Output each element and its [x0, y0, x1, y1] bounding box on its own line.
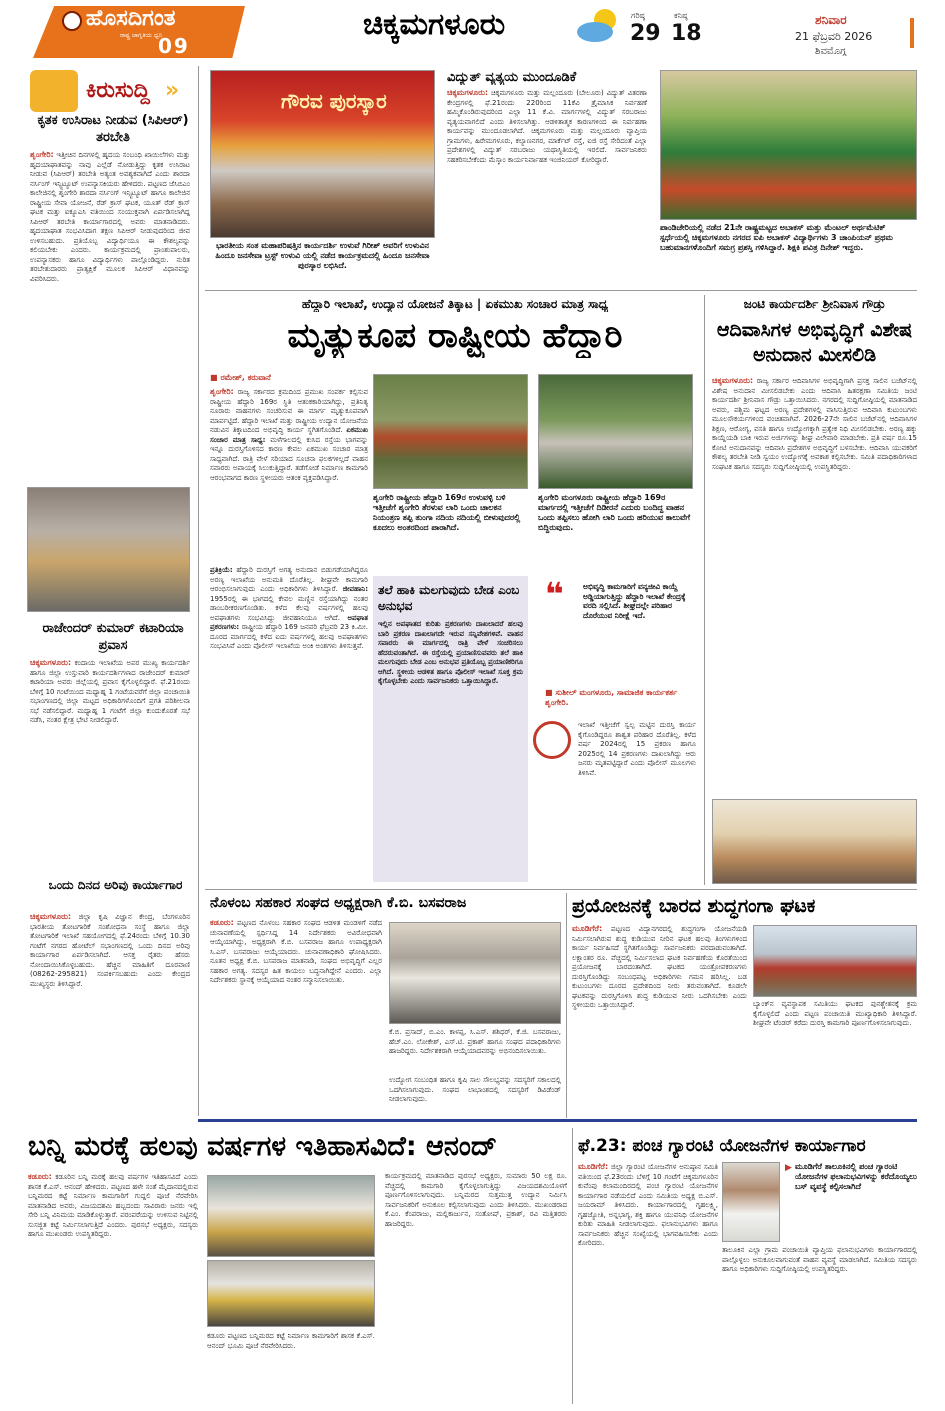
- max-temp: 29: [630, 21, 661, 46]
- story1-dateline: ಶೃಂಗೇರಿ:: [30, 150, 54, 159]
- weather-icon: [575, 4, 623, 46]
- special-story-body: ಇಲಾಖೆ ಇತ್ತೀಚೆಗೆ ಸ್ವಲ್ಪ ಮಟ್ಟಿನ ದುರಸ್ತಿ ಕಾರ್ಯ ಕೈಗೊಂಡಿದ್ದರೂ ಶಾಶ್ವತ ಪರಿಹಾರ ದೊರೆತಿಲ್ಲ. ಕಳೆದ ವರ್ಷ 2024ರಲ್ಲಿ 15 ಪ್ರಕರಣ ಹಾಗೂ 2025ರಲ್ಲಿ 14 ಪ್ರಕರಣಗಳು ದಾಖಲಾಗಿದ್ದು ಆರು ಜನರು ಮೃತಪಟ್ಟಿದ್ದಾರೆ ಎಂದು ಪೊಲೀಸ್ ಮೂಲಗಳು ತಿಳಿಸಿವೆ.: [578, 721, 696, 777]
- issue-date: 21 ಫೆಬ್ರವರಿ 2026: [795, 30, 873, 43]
- chevron-right-icon: »: [165, 78, 180, 103]
- award-banner-text: ಗೌರವ ಪುರಸ್ಕಾರ: [281, 89, 387, 113]
- guarantee-headline: ಫೆ.23: ಪಂಚ ಗ್ಯಾರಂಟಿ ಯೋಜನೆಗಳ ಕಾರ್ಯಾಗಾರ: [578, 1136, 866, 1156]
- highway-text: ರಾಜ್ಯ ಸರ್ಕಾರದ ಕ್ರಮದಿಂದ ಪ್ರಮುಖ ಸಂಪರ್ಕ ಕಲ್ಪಿಸುವ ರಾಷ್ಟ್ರೀಯ ಹೆದ್ದಾರಿ 169ರ ಸ್ಥಿತಿ ಆತಂಕಕಾರಿಯಾಗಿದ್ದು, ಪ್ರತಿನಿತ್ಯ ನೂರಾರು ವಾಹನಗಳು ಸಂಚರಿಸುವ ಈ ಮಾರ್ಗ ಮೃತ್ಯುಕೂಪವಾಗಿ ಮಾರ್ಪಟ್ಟಿದೆ. ಹೆದ್ದಾರಿ ಇಲಾಖೆ ಮತ್ತು ರಾಷ್ಟ್ರೀಯ ಉದ್ಯಾನ ಯೋಜನೆಯ ನಡುವಿನ ತಿಕ್ಕಾಟದಿಂದ ಅಭಿವೃದ್ಧಿ ಕಾರ್ಯ ಸ್ಥಗಿತಗೊಂಡಿದೆ.: [210, 388, 368, 434]
- banni-caption: ಕಡೂರು ಪಟ್ಟಣದ ಬನ್ನಿಮರದ ಕಟ್ಟೆ ನಿರ್ಮಾಣ ಕಾಮಗಾರಿಗೆ ಶಾಸಕ ಕೆ.ಎಸ್. ಆನಂದ್ ಭೂಮಿ ಪೂಜೆ ನೆರವೇರಿಸಿದರು.: [207, 1332, 375, 1350]
- story2-headline: ರಾಜೇಂದರ್ ಕುಮಾರ್ ಕಟಾರಿಯಾ ಪ್ರವಾಸ: [42, 621, 184, 653]
- guarantee-body: [578, 1162, 718, 1404]
- highway-body-col1b: [210, 566, 368, 881]
- city-title: ಚಿಕ್ಕಮಗಳೂರು: [363, 7, 506, 42]
- story2-text: ಕಂದಾಯ ಇಲಾಖೆಯ ಅಪರ ಮುಖ್ಯ ಕಾರ್ಯದರ್ಶಿ ಹಾಗೂ ಜಿಲ್ಲಾ ಉಸ್ತುವಾರಿ ಕಾರ್ಯದರ್ಶಿಗಳಾದ ರಾಜೇಂದರ್ ಕುಮಾರ್ ಕಟಾರಿಯಾ ಅವರು ಜಿಲ್ಲೆಯಲ್ಲಿ ಪ್ರವಾಸ ಕೈಗೊಳ್ಳಲಿದ್ದಾರೆ. ಫೆ.21ರಂದು ಬೆಳಿಗ್ಗೆ 10 ಗಂಟೆಯಿಂದ ಮಧ್ಯಾಹ್ನ 1 ಗಂಟೆಯವರೆಗೆ ಜಿಲ್ಲಾ ಪಂಚಾಯಿತಿ ಸಭಾಂಗಣದಲ್ಲಿ ಜಿಲ್ಲಾ ಮಟ್ಟದ ಅಧಿಕಾರಿಗಳೊಂದಿಗೆ ಪ್ರಗತಿ ಪರಿಶೀಲನಾ ಸಭೆ ನಡೆಸಲಿದ್ದಾರೆ. ಮಧ್ಯಾಹ್ನ 1 ಗಂಟೆಗೆ ಜಿಲ್ಲಾ ಕುಂದುಕೊರತೆ ಸಭೆ ನಡೆಸಿ, ನಂತರ ಕ್ಷೇತ್ರ ಭೇಟಿ ನೀಡಲಿದ್ದಾರೆ.: [30, 659, 190, 724]
- highway-divider: [704, 295, 705, 885]
- electric-text: ಚಿಕ್ಕಮಗಳೂರು ಮತ್ತು ಮಲ್ಲಂದೂರು (ಬೇಲೂರು) ವಿದ್ಯುತ್ ವಿತರಣಾ ಕೇಂದ್ರಗಳಲ್ಲಿ ಫೆ.21ರಂದು 220ರಿಂದ 11ಕೆವಿ ತ್ರೈಮಾಸಿಕ ನಿರ್ವಹಣೆ ಹಮ್ಮಿಕೊಂಡಿರುವುದರಿಂದ ಎಲ್ಲಾ 11 ಕೆ.ವಿ. ಮಾರ್ಗಗಳಲ್ಲಿ ವಿದ್ಯುತ್ ಸರಬರಾಜು ವ್ಯತ್ಯಯವಾಗಲಿದೆ ಎಂದು ತಿಳಿಸಲಾಗಿತ್ತು. ಆಡಳಿತಾತ್ಮಕ ಕಾರಣಗಳಿಂದ ಈ ನಿರ್ವಹಣಾ ಕಾರ್ಯವನ್ನು ಮುಂದೂಡಲಾಗಿದೆ. ಚಿಕ್ಕಮಗಳೂರು ಮತ್ತು ಮಲ್ಲಂದೂರು ವ್ಯಾಪ್ತಿಯ ಗ್ರಾಮಗಳು, ಹಿರೇಮಗಳೂರು, ಕಲ್ಯಾಣನಗರ, ಮಾರ್ಕೆಟ್ ರಸ್ತೆ, ಐಜಿ ರಸ್ತೆ ಸೇರಿದಂತೆ ಎಲ್ಲಾ ಪ್ರದೇಶಗಳಲ್ಲಿ ವಿದ್ಯುತ್ ಸರಬರಾಜು ಯಥಾಸ್ಥಿತಿಯಲ್ಲಿ ಇರಲಿದೆ. ಸಾರ್ವಜನಿಕರು ಸಹಕರಿಸಬೇಕೆಂದು ಮೆಸ್ಕಾಂ ಕಾರ್ಯನಿರ್ವಾಹಕ ಇಂಜಿನಿಯರ್ ಕೋರಿದ್ದಾರೆ.: [447, 89, 647, 164]
- highway-headline: ಮೃತ್ಯುಕೂಪ ರಾಷ್ಟ್ರೀಯ ಹೆದ್ದಾರಿ: [287, 316, 623, 356]
- banni-headline: ಬನ್ನಿ ಮರಕ್ಕೆ ಹಲವು ವರ್ಷಗಳ ಇತಿಹಾಸವಿದೆ: ಆನಂದ್: [28, 1131, 498, 1162]
- lorry-accident-photo-1: [373, 374, 528, 489]
- nolamba-dateline: ಕಡೂರು:: [210, 918, 234, 927]
- max-temp-label: ಗರಿಷ್ಠ: [631, 11, 645, 20]
- top-row-divider: [205, 290, 917, 291]
- banni-text: ಕಡೂರಿನ ಬನ್ನಿ ಮರಕ್ಕೆ ಹಲವು ವರ್ಷಗಳ ಇತಿಹಾಸವಿದೆ ಎಂದು ಶಾಸಕ ಕೆ.ಎಸ್. ಆನಂದ್ ಹೇಳಿದರು. ಪಟ್ಟಣದ ಹಳೇ ಸಂತೆ ಮೈದಾನದಲ್ಲಿರುವ ಬನ್ನಿಮರದ ಕಟ್ಟೆ ನಿರ್ಮಾಣ ಕಾಮಗಾರಿಗೆ ಗುದ್ದಲಿ ಪೂಜೆ ನೆರವೇರಿಸಿ ಮಾತನಾಡಿದ ಅವರು, ವಿಜಯದಶಮಿ ಹಬ್ಬದಂದು ಸಾವಿರಾರು ಜನರು ಇಲ್ಲಿ ಸೇರಿ ಬನ್ನಿ ವಿನಿಮಯ ಮಾಡಿಕೊಳ್ಳುತ್ತಾರೆ. ಪರಂಪರೆಯನ್ನು ಉಳಿಸುವ ನಿಟ್ಟಿನಲ್ಲಿ ಸುಸಜ್ಜಿತ ಕಟ್ಟೆ ನಿರ್ಮಿಸಲಾಗುತ್ತಿದೆ ಎಂದರು. ಪುರಸಭೆ ಅಧ್ಯಕ್ಷರು, ಸದಸ್ಯರು ಹಾಗೂ ಮುಖಂಡರು ಉಪಸ್ಥಿತರಿದ್ದರು.: [28, 1173, 198, 1238]
- highway-kicker: ಹೆದ್ದಾರಿ ಇಲಾಖೆ, ಉದ್ಯಾನ ಯೋಜನೆ ತಿಕ್ಕಾಟ | ಏಕಮುಖ ಸಂಚಾರ ಮಾತ್ರ ಸಾಧ್ಯ: [301, 297, 609, 311]
- experience-headline: ತಲೆ ಹಾಕಿ ಮಲಗುವುದು ಬೇಡ ಎಂಬ ಅನುಭವ: [378, 583, 520, 613]
- highway-byline: [210, 373, 271, 383]
- electric-body: [447, 88, 647, 284]
- tribal-dateline: ಚಿಕ್ಕಮಗಳೂರು:: [712, 376, 754, 385]
- experience-body: ಇಲ್ಲಿನ ಅಪಘಾತದ ಕುರಿತು ಪ್ರಕರಣಗಳು ದಾಖಲಾದರೆ ಹಲವು ಬಾರಿ ಪ್ರಕರಣ ದಾಖಲಾಗದೇ ಇರುವ ಸನ್ನಿವೇಶಗಳಿವೆ. ವಾಹನ ಸವಾರರು ಈ ಮಾರ್ಗದಲ್ಲಿ ರಾತ್ರಿ ವೇಳೆ ಸಂಚರಿಸಲು ಹೆದರುವಂತಾಗಿದೆ. ಈ ರಸ್ತೆಯಲ್ಲಿ ಪ್ರಯಾಣಿಸುವವರು ತಲೆ ಹಾಕಿ ಮಲಗುವುದು ಬೇಡ ಎಂಬ ಅನುಭವ ಪ್ರತಿಯೊಬ್ಬ ಪ್ರಯಾಣಿಕರಿಗೂ ಆಗಿದೆ. ಸ್ಥಳೀಯ ಆಡಳಿತ ಹಾಗೂ ಪೊಲೀಸ್ ಇಲಾಖೆ ಸೂಕ್ತ ಕ್ರಮ ಕೈಗೊಳ್ಳಬೇಕು ಎಂದು ಸಾರ್ವಜನಿಕರು ಒತ್ತಾಯಿಸಿದ್ದಾರೆ.: [378, 620, 523, 685]
- story3-headline: ಒಂದು ದಿನದ ಅರಿವು ಕಾರ್ಯಾಗಾರ: [48, 878, 183, 892]
- lamp-icon: [62, 11, 82, 31]
- pull-marker-icon: ▶: [785, 1163, 792, 1173]
- nolamba-caption: ಕೆ.ಬಿ. ಪ್ರಸಾದ್, ಬಿ.ಎಂ. ಕಾಳಪ್ಪ, ಸಿ.ಎಸ್. ಶಶಿಧರ್, ಕೆ.ಜಿ. ಬಸವರಾಜು, ಹೆಚ್.ಎಂ. ಲೋಕೇಶ್, ಎಸ್.ಟಿ. ಪ್ರಕಾಶ್ ಹಾಗೂ ಸಂಘದ ಪದಾಧಿಕಾರಿಗಳು ಹಾಜರಿದ್ದರು. ನಿರ್ದೇಶಕರಾಗಿ ಆಯ್ಕೆಯಾದವರನ್ನು ಅಭಿನಂದಿಸಲಾಯಿತು.: [389, 1028, 561, 1055]
- tribal-kicker: ಜಂಟಿ ಕಾರ್ಯದರ್ಶಿ ಶ್ರೀನಿವಾಸ ಗೌಡ್ರು: [743, 297, 886, 311]
- highway-text3: ಹೆದ್ದಾರಿ ದುರಸ್ತಿಗೆ ಅಗತ್ಯ ಅನುದಾನ ಬಿಡುಗಡೆಯಾಗಿದ್ದರೂ ಅರಣ್ಯ ಇಲಾಖೆಯ ಅನುಮತಿ ದೊರೆತಿಲ್ಲ. ಶೀಘ್ರವೇ ಕಾಮಗಾರಿ ಆರಂಭಿಸಲಾಗುವುದು ಎಂದು ಅಧಿಕಾರಿಗಳು ತಿಳಿಸಿದ್ದಾರೆ.: [210, 566, 368, 593]
- nolamba-text: ಪಟ್ಟಣದ ನೊಳಂಬ ಸಹಕಾರ ಸಂಘದ ಆಡಳಿತ ಮಂಡಳಿಗೆ ನಡೆದ ಚುನಾವಣೆಯಲ್ಲಿ ಸ್ಪರ್ಧಿಸಿದ್ದ 14 ನಿರ್ದೇಶಕರು ಅವಿರೋಧವಾಗಿ ಆಯ್ಕೆಯಾಗಿದ್ದು, ಅಧ್ಯಕ್ಷರಾಗಿ ಕೆ.ಬಿ. ಬಸವರಾಜ ಹಾಗೂ ಉಪಾಧ್ಯಕ್ಷರಾಗಿ ಸಿ.ಎಸ್. ಬಸವರಾಜು ಆಯ್ಕೆಯಾದರು. ಚುನಾವಣಾಧಿಕಾರಿ ಘೋಷಿಸಿದರು. ನೂತನ ಅಧ್ಯಕ್ಷ ಕೆ.ಬಿ. ಬಸವರಾಜ ಮಾತನಾಡಿ, ಸಂಘದ ಅಭಿವೃದ್ಧಿಗೆ ಎಲ್ಲರ ಸಹಕಾರ ಅಗತ್ಯ. ಸದಸ್ಯರ ಹಿತ ಕಾಯಲು ಬದ್ಧನಾಗಿದ್ದೇನೆ ಎಂದರು. ಎಲ್ಲಾ ನಿರ್ದೇಶಕರು ಸ್ಥಾನಕ್ಕೆ ಆಯ್ಕೆಯಾದ ನಂತರ ಸನ್ಮಾನಿಸಲಾಯಿತು.: [210, 919, 382, 984]
- story1-text: ಇತ್ತೀಚಿನ ದಿನಗಳಲ್ಲಿ ಹೃದಯ ಸಂಬಂಧಿ ಖಾಯಿಲೆಗಳು ಮತ್ತು ಹೃದಯಾಘಾತವನ್ನು ನಾವು ಎಲ್ಲೆಡೆ ನೋಡುತ್ತಿದ್ದು ಕೃತಕ ಉಸಿರಾಟ ನೀಡುವ (ಸಿಪಿಆರ್) ತರಬೇತಿ ಅತ್ಯಂತ ಅವಶ್ಯಕವಾಗಿದೆ ಎಂದು ಶಾರದಾ ನರ್ಸಿಂಗ್ ಇನ್ಸ್ಟಿಟ್ಯೂಟ್ ಉಪನ್ಯಾಸಕಿಯರು ಹೇಳಿದರು. ಪಟ್ಟಣದ ಜೆಸಿಬಿಎಂ ಕಾಲೇಜಿನಲ್ಲಿ ಶೃಂಗೇರಿ ಶಾರದಾ ನರ್ಸಿಂಗ್ ಇನ್ಸ್ಟಿಟ್ಯೂಟ್ ಹಾಗೂ ಕಾಲೇಜಿನ ರಾಷ್ಟ್ರೀಯ ಸೇವಾ ಯೋಜನೆ, ರೆಡ್ ಕ್ರಾಸ್ ಘಟಕ, ಯೂತ್ ರೆಡ್ ಕ್ರಾಸ್ ಘಟಕ ಮತ್ತು ಐಕ್ಯೂಎಸಿ ವತಿಯಿಂದ ಸಂಯುಕ್ತವಾಗಿ ಏರ್ಪಡಿಸಲಾಗಿದ್ದ ಸಿಪಿಆರ್ ತರಬೇತಿ ಕಾರ್ಯಾಗಾರದಲ್ಲಿ ಅವರು ಮಾತನಾಡಿದರು. ಹೃದಯಾಘಾತ ಸಂಭವಿಸಿದಾಗ ತಕ್ಷಣ ಸಿಪಿಆರ್ ನೀಡುವುದರಿಂದ ಜೀವ ಉಳಿಸಬಹುದು. ಪ್ರತಿಯೊಬ್ಬ ವಿದ್ಯಾರ್ಥಿಯೂ ಈ ಕೌಶಲ್ಯವನ್ನು ಕಲಿಯಬೇಕು ಎಂದರು. ಕಾರ್ಯಕ್ರಮದಲ್ಲಿ ಪ್ರಾಂಶುಪಾಲರು, ಉಪನ್ಯಾಸಕರು ಹಾಗೂ ವಿದ್ಯಾರ್ಥಿಗಳು ಪಾಲ್ಗೊಂಡಿದ್ದರು. ನುರಿತ ತರಬೇತುದಾರರು ಪ್ರಾತ್ಯಕ್ಷಿಕೆ ಮೂಲಕ ಸಿಪಿಆರ್ ವಿಧಾನವನ್ನು ವಿವರಿಸಿದರು.: [30, 151, 190, 283]
- nolamba-body2: ಉದ್ಯೋಗ ಸಂಬಂಧಿತ ಹಾಗೂ ಕೃಷಿ ಸಾಲ ಸೌಲಭ್ಯವನ್ನು ಸದಸ್ಯರಿಗೆ ಸಕಾಲದಲ್ಲಿ ಒದಗಿಸಲಾಗುವುದು. ಸಂಘದ ಲಾಭಾಂಶದಲ್ಲಿ ಸದಸ್ಯರಿಗೆ ಡಿವಿಡೆಂಡ್ ನೀಡಲಾಗುವುದು.: [389, 1076, 561, 1103]
- masthead-tagline: ರಾಷ್ಟ್ರ ಜಾಗೃತಿಯ ಧ್ವನಿ: [120, 32, 163, 39]
- lorry-photo-1-caption: ಶೃಂಗೇರಿ ರಾಷ್ಟ್ರೀಯ ಹೆದ್ದಾರಿ 169ರ ಉಳುವಳ್ಳಿ ಬಳಿ ಇತ್ತೀಚೆಗೆ ಶೃಂಗೇರಿ ತೆರಳುವ ಲಾರಿ ಒಂದು ಚಾಲಕನ ನಿಯಂತ್ರಣ ತಪ್ಪಿ ತುಂಗಾ ನದಿಯ ನದಿಯಲ್ಲಿ ಬೀಳುವುದರಲ್ಲಿ ಕೂದಲು ಅಂತರದಿಂದ ಪಾರಾಗಿದೆ.: [373, 493, 521, 532]
- electric-dateline: ಚಿಕ್ಕಮಗಳೂರು:: [447, 88, 489, 97]
- banni-dateline: ಕಡೂರು:: [28, 1172, 52, 1181]
- highway-sub4: ಅಪಘಾತ ಪ್ರಕರಣಗಳು:: [210, 613, 368, 631]
- shuddha-dateline: ಮೂಡಿಗೆರೆ:: [572, 924, 603, 933]
- highway-text2: ಮಳೆಗಾಲದಲ್ಲಿ ಕುಸಿದ ರಸ್ತೆಯ ಭಾಗವನ್ನು ಇನ್ನೂ ದುರಸ್ತಿಗೊಳಿಸದ ಕಾರಣ ಕೇವಲ ಏಕಮುಖ ಸಂಚಾರ ಮಾತ್ರ ಸಾಧ್ಯವಾಗಿದೆ. ರಾತ್ರಿ ವೇಳೆ ಸರಿಯಾದ ಸೂಚನಾ ಫಲಕಗಳಿಲ್ಲದೆ ವಾಹನ ಸವಾರರು ಅಪಾಯಕ್ಕೆ ಸಿಲುಕುತ್ತಿದ್ದಾರೆ. ತಡೆಗೋಡೆ ನಿರ್ಮಾಣ ಕಾಮಗಾರಿ ಆರಂಭವಾಗದ ಕಾರಣ ಸ್ಥಳೀಯರು ಆತಂಕ ವ್ಯಕ್ತಪಡಿಸಿದ್ದಾರೆ.: [210, 435, 368, 482]
- story3-body: [30, 912, 190, 1110]
- highway-sub1: ಏಕಮುಖ ಸಂಚಾರ ಮಾತ್ರ ಸಾಧ್ಯ:: [210, 426, 368, 444]
- jayaram-portrait: [722, 1162, 780, 1242]
- award-photo: [210, 70, 435, 238]
- highway-byline-text: ರಮೇಶ್, ಕರುವಾನೆ: [220, 373, 271, 382]
- highway-sub3: ಜೀವಹಾನಿ:: [342, 585, 368, 593]
- shuddha-body3: ಬ್ಯಾಂಕ್‌ನ ವ್ಯವಸ್ಥಾಪಕ ಸಮಿತಿಯು ಘಟಕದ ಪುನಶ್ಚೇತನಕ್ಕೆ ಕ್ರಮ ಕೈಗೊಳ್ಳಲಿದೆ ಎಂದು ಪಟ್ಟಣ ಪಂಚಾಯಿತಿ ಮುಖ್ಯಾಧಿಕಾರಿ ತಿಳಿಸಿದ್ದಾರೆ. ಶೀಘ್ರವೇ ಟೆಂಡರ್ ಕರೆದು ದುರಸ್ತಿ ಕಾಮಗಾರಿ ಪೂರ್ಣಗೊಳಿಸಲಾಗುವುದು.: [753, 1000, 917, 1027]
- cpr-training-photo: [27, 487, 190, 612]
- highway-text5: ರಾಷ್ಟ್ರೀಯ ಹೆದ್ದಾರಿ 169 ಜನವರಿ ಫೆಬ್ರವರಿ 23 ಕಿ.ಮೀ. ದೂರದ ಮಾರ್ಗದಲ್ಲಿ ಕಳೆದ ಐದು ವರ್ಷಗಳಲ್ಲಿ ಹಲವು ಅಪಘಾತಗಳು ಸಂಭವಿಸಿವೆ ಎಂದು ಪೊಲೀಸ್ ಇಲಾಖೆಯ ಅಂಕಿ ಅಂಶಗಳು ತಿಳಿಸುತ್ತವೆ.: [210, 623, 368, 650]
- lorry-photo-2-caption: ಶೃಂಗೇರಿ ಮಂಗಳೂರು ರಾಷ್ಟ್ರೀಯ ಹೆದ್ದಾರಿ 169ರ ಮಾರ್ಗದಲ್ಲಿ ಇತ್ತೀಚೆಗೆ ದಿಡೀರನೆ ಎದುರು ಬಂದಿದ್ದ ವಾಹನ ಒಂದು ತಪ್ಪಿಸಲು ಹೋಗಿ ಲಾರಿ ಒಂದು ಹರಿಯುವ ಕಾಲುವೆಗೆ ಬಿದ್ದಿರುವುದು.: [538, 493, 691, 532]
- tribal-pressmeet-photo: [712, 799, 917, 884]
- nolamba-body: [210, 918, 382, 1118]
- story3-text: ಜಿಲ್ಲಾ ಕೃಷಿ ವಿಜ್ಞಾನ ಕೇಂದ್ರ, ಬೆಂಗಳೂರಿನ ಭಾರತೀಯ ತೋಟಗಾರಿಕೆ ಸಂಶೋಧನಾ ಸಂಸ್ಥೆ ಹಾಗೂ ಜಿಲ್ಲಾ ತೋಟಗಾರಿಕೆ ಇಲಾಖೆ ಸಹಯೋಗದಲ್ಲಿ ಫೆ.24ರಂದು ಬೆಳಿಗ್ಗೆ 10.30 ಗಂಟೆಗೆ ನಗರದ ಹೋಟೆಲ್ ಸಭಾಂಗಣದಲ್ಲಿ ಒಂದು ದಿನದ ಅರಿವು ಕಾರ್ಯಾಗಾರ ಏರ್ಪಡಿಸಲಾಗಿದೆ. ಆಸಕ್ತ ರೈತರು ಹೆಸರು ನೋಂದಾಯಿಸಿಕೊಳ್ಳಬಹುದು. ಹೆಚ್ಚಿನ ಮಾಹಿತಿಗೆ ದೂರವಾಣಿ (08262-295821) ಸಂಪರ್ಕಿಸಬಹುದು ಎಂದು ಕೇಂದ್ರದ ಮುಖ್ಯಸ್ಥರು ತಿಳಿಸಿದ್ದಾರೆ.: [30, 913, 190, 988]
- guarantee-text: ಜಿಲ್ಲಾ ಗ್ಯಾರಂಟಿ ಯೋಜನೆಗಳ ಅನುಷ್ಠಾನ ಸಮಿತಿ ವತಿಯಿಂದ ಫೆ.23ರಂದು ಬೆಳಿಗ್ಗೆ 10 ಗಂಟೆಗೆ ಚಿಕ್ಕಮಗಳೂರಿನ ಕುವೆಂಪು ಕಲಾಮಂದಿರದಲ್ಲಿ ಪಂಚ ಗ್ಯಾರಂಟಿ ಯೋಜನೆಗಳ ಕಾರ್ಯಾಗಾರ ನಡೆಯಲಿದೆ ಎಂದು ಸಮಿತಿಯ ಅಧ್ಯಕ್ಷ ಬಿ.ಎಸ್. ಜಯರಾಮ್ ತಿಳಿಸಿದರು. ಕಾರ್ಯಾಗಾರದಲ್ಲಿ ಗೃಹಲಕ್ಷ್ಮಿ, ಗೃಹಜ್ಯೋತಿ, ಅನ್ನಭಾಗ್ಯ, ಶಕ್ತಿ ಹಾಗೂ ಯುವನಿಧಿ ಯೋಜನೆಗಳ ಕುರಿತು ಮಾಹಿತಿ ನೀಡಲಾಗುವುದು. ಫಲಾನುಭವಿಗಳು ಹಾಗೂ ಸಾರ್ವಜನಿಕರು ಹೆಚ್ಚಿನ ಸಂಖ್ಯೆಯಲ್ಲಿ ಭಾಗವಹಿಸಬೇಕು ಎಂದು ಕೋರಿದರು.: [578, 1163, 718, 1247]
- nolamba-divider: [566, 893, 567, 1118]
- highway-body-col1: [210, 387, 368, 563]
- quote-text: ಅಭಿವೃದ್ಧಿ ಕಾಮಗಾರಿಗೆ ವನ್ಯಜೀವಿ ಕಾಯ್ದೆ ಅಡ್ಡಿಯಾಗುತ್ತಿದ್ದು ಹೆದ್ದಾರಿ ಇಲಾಖೆ ಕೇಂದ್ರಕ್ಕೆ ವರದಿ ಸಲ್ಲಿಸಿದೆ. ಶೀಘ್ರದಲ್ಲೇ ಪರಿಹಾರ ದೊರೆಯುವ ನಿರೀಕ್ಷೆ ಇದೆ.: [583, 582, 686, 620]
- banni-body: [28, 1172, 198, 1404]
- story2-dateline: ಚಿಕ್ಕಮಗಳೂರು:: [30, 658, 72, 667]
- lorry-accident-photo-2: [538, 374, 693, 489]
- banni-puja-photo-2: [207, 1260, 375, 1327]
- abacus-caption: ಪಾಂಡಿಚೇರಿಯಲ್ಲಿ ನಡೆದ 21ನೇ ರಾಷ್ಟ್ರಮಟ್ಟದ ಅಬಾಕಸ್ ಮತ್ತು ಮೆಂಟಲ್ ಅರ್ಥಮೆಟಿಕ್ ಸ್ಪರ್ಧೆಯಲ್ಲಿ ಚಿಕ್ಕಮಗಳೂರು ನಗರದ ಐಪಿ ಅಬಾಕಸ್ ವಿದ್ಯಾರ್ಥಿಗಳು 3 ಚಾಂಪಿಯನ್ ಪ್ರಥಮ ಬಹುಮಾನಗಳೊಂದಿಗೆ ಸಮಗ್ರ ಪ್ರಶಸ್ತಿ ಗಳಿಸಿದ್ದಾರೆ. ಶಿಕ್ಷಕಿ ಪವಿತ್ರ ದಿನೇಶ್ ಇದ್ದರು.: [660, 223, 893, 252]
- masthead-logo[interactable]: ಹೊಸದಿಗಂತ: [86, 6, 176, 31]
- tribal-headline: ಆದಿವಾಸಿಗಳ ಅಭಿವೃದ್ಧಿಗೆ ವಿಶೇಷ ಅನುದಾನ ಮೀಸಲಿಡಿ: [716, 319, 913, 366]
- highway-text4: 1955ರಲ್ಲಿ ಈ ಭಾಗದಲ್ಲಿ ಕೇವಲ ಮಣ್ಣಿನ ರಸ್ತೆಯಾಗಿದ್ದು ನಂತರ ಡಾಂಬರೀಕರಣಗೊಂಡಿತು. ಕಳೆದ ಕೆಲವು ವರ್ಷಗಳಲ್ಲಿ ಹಲವು ಅಪಘಾತಗಳು ಸಂಭವಿಸಿದ್ದು ಜೀವಹಾನಿಯೂ ಆಗಿದೆ.: [210, 594, 368, 622]
- mid-row-divider: [205, 889, 917, 890]
- masthead: [0, 0, 945, 60]
- quote-author: ■ ಸುಶೀಲ್ ಮಂಗಳೂರು, ಸಾಮಾಜಿಕ ಕಾರ್ಯಕರ್ತ ಶೃಂಗೇರಿ.: [545, 688, 678, 707]
- byline-marker: ■: [210, 373, 218, 382]
- shuddha-text2: ಘಟಕದ ಯಂತ್ರೋಪಕರಣಗಳು ದುರಸ್ತಿಗೊಂಡಿದ್ದು ಸಂಬಂಧಪಟ್ಟ ಅಧಿಕಾರಿಗಳು ಗಮನ ಹರಿಸಿಲ್ಲ. ಬಡ ಕುಟುಂಬಗಳು ದೂರದ ಪ್ರದೇಶದಿಂದ ನೀರು ತರುವಂತಾಗಿದೆ. ಕೂಡಲೇ ಘಟಕವನ್ನು ದುರಸ್ತಿಗೊಳಿಸಿ ಶುದ್ಧ ಕುಡಿಯುವ ನೀರು ಒದಗಿಸಬೇಕು ಎಂದು ಸ್ಥಳೀಯರು ಒತ್ತಾಯಿಸಿದ್ದಾರೆ.: [572, 963, 747, 1009]
- special-story-badge: [533, 721, 571, 759]
- quote-mark-icon: ❝: [545, 575, 564, 613]
- story1-headline: ಕೃತಕ ಉಸಿರಾಟ ನೀಡುವ (ಸಿಪಿಆರ್) ತರಬೇತಿ: [37, 113, 189, 145]
- story1-body: [30, 150, 190, 483]
- award-caption: ಭಾರತೀಯ ಸಂತ ಮಹಾಪರಿಷತ್ತಿನ ಕಾರ್ಯದರ್ಶಿ ಉಳುವೆ ಗಿರೀಶ್ ಅವರಿಗೆ ಉಳುವಿನ ಹಿಂದೂ ಜನಸೇವಾ ಟ್ರಸ್ಟ್ ಉಳುವಿ ಯಲ್ಲಿ ನಡೆದ ಕಾರ್ಯಕ್ರಮದಲ್ಲಿ ಹಿಂದೂ ಜನಸೇವಾ ಪುರಸ್ಕಾರ ಲಭಿಸಿದೆ.: [215, 241, 430, 270]
- page-number: 09: [158, 34, 190, 58]
- masthead-accent-bar: [910, 18, 914, 48]
- section-rule: [198, 1119, 917, 1122]
- banni-body2: ಕಾರ್ಯಕ್ರಮದಲ್ಲಿ ಮಾತನಾಡಿದ ಪುರಸಭೆ ಅಧ್ಯಕ್ಷರು, ಸುಮಾರು 50 ಲಕ್ಷ ರೂ. ವೆಚ್ಚದಲ್ಲಿ ಕಾಮಗಾರಿ ಕೈಗೊಳ್ಳಲಾಗುತ್ತಿದ್ದು ವಿಜಯದಶಮಿಯೊಳಗೆ ಪೂರ್ಣಗೊಳಿಸಲಾಗುವುದು. ಬನ್ನಿಮರದ ಸುತ್ತಮುತ್ತ ಉದ್ಯಾನ ನಿರ್ಮಿಸಿ ಸಾರ್ವಜನಿಕರಿಗೆ ಅನುಕೂಲ ಕಲ್ಪಿಸಲಾಗುವುದು ಎಂದು ತಿಳಿಸಿದರು. ಮುಖಂಡರಾದ ಕೆ.ಎಂ. ಕೆಂಪರಾಜು, ಮಲ್ಲಿಕಾರ್ಜುನ, ಸಂತೋಷ್, ಪ್ರಕಾಶ್, ರವಿ ಮತ್ತಿತರರು ಹಾಜರಿದ್ದರು.: [385, 1172, 567, 1228]
- day-label: ಶನಿವಾರ: [815, 13, 847, 27]
- electric-headline: ವಿದ್ಯುತ್ ವ್ಯತ್ಯಯ ಮುಂದೂಡಿಕೆ: [447, 70, 577, 85]
- story2-body: [30, 658, 190, 873]
- nolamba-headline: ನೊಳಂಬ ಸಹಕಾರ ಸಂಘದ ಅಧ್ಯಕ್ಷರಾಗಿ ಕೆ.ಬಿ. ಬಸವರಾಜ: [210, 895, 467, 911]
- kirusuddi-label: ಕಿರುಸುದ್ದಿ: [86, 78, 150, 103]
- highway-dateline: ಶೃಂಗೇರಿ:: [210, 387, 234, 396]
- edition-label: ಶಿವಮೊಗ್ಗ: [815, 46, 847, 57]
- column-divider: [198, 66, 199, 1116]
- min-temp-label: ಕನಿಷ್ಠ: [674, 11, 688, 20]
- shuddha-text: ಪಟ್ಟಣದ ವಿದ್ಯಾನಗರದಲ್ಲಿ ಶುದ್ಧಗಂಗಾ ಯೋಜನೆಯಡಿ ನಿರ್ಮಿಸಲಾಗಿರುವ ಶುದ್ಧ ಕುಡಿಯುವ ನೀರಿನ ಘಟಕ ಹಲವು ತಿಂಗಳುಗಳಿಂದ ಕಾರ್ಯ ನಿರ್ವಹಿಸದೆ ಸ್ಥಗಿತಗೊಂಡಿದ್ದು ಸಾರ್ವಜನಿಕರು ಪರದಾಡುವಂತಾಗಿದೆ. ಲಕ್ಷಾಂತರ ರೂ. ವೆಚ್ಚದಲ್ಲಿ ನಿರ್ಮಿಸಲಾದ ಘಟಕ ನಿರ್ವಹಣೆಯ ಕೊರತೆಯಿಂದ ಪ್ರಯೋಜನಕ್ಕೆ ಬಾರದಂತಾಗಿದೆ.: [572, 925, 747, 971]
- guarantee-dateline: ಮೂಡಿಗೆರೆ:: [578, 1162, 609, 1171]
- tribal-text: ರಾಜ್ಯ ಸರ್ಕಾರ ಆದಿವಾಸಿಗಳ ಅಭಿವೃದ್ಧಿಗಾಗಿ ಪ್ರಸಕ್ತ ಸಾಲಿನ ಬಜೆಟ್‌ನಲ್ಲಿ ವಿಶೇಷ ಅನುದಾನ ಮೀಸಲಿಡಬೇಕು ಎಂದು ಆದಿವಾಸಿ ಹಿತರಕ್ಷಣಾ ಸಮಿತಿಯ ಜಂಟಿ ಕಾರ್ಯದರ್ಶಿ ಶ್ರೀನಿವಾಸ ಗೌಡ್ರು ಒತ್ತಾಯಿಸಿದರು. ನಗರದಲ್ಲಿ ಸುದ್ದಿಗೋಷ್ಠಿಯಲ್ಲಿ ಮಾತನಾಡಿದ ಅವರು, ಪಶ್ಚಿಮ ಘಟ್ಟದ ಅರಣ್ಯ ಪ್ರದೇಶಗಳಲ್ಲಿ ವಾಸಿಸುತ್ತಿರುವ ಆದಿವಾಸಿ ಕುಟುಂಬಗಳು ಮೂಲಸೌಕರ್ಯಗಳಿಂದ ವಂಚಿತವಾಗಿವೆ. 2026-27ನೇ ಸಾಲಿನ ಬಜೆಟ್‌ನಲ್ಲಿ ಆದಿವಾಸಿಗಳ ಶಿಕ್ಷಣ, ಆರೋಗ್ಯ, ವಸತಿ ಹಾಗೂ ಉದ್ಯೋಗಕ್ಕಾಗಿ ಪ್ರತ್ಯೇಕ ನಿಧಿ ಮೀಸಲಿಡಬೇಕು. ಅರಣ್ಯ ಹಕ್ಕು ಕಾಯ್ದೆಯಡಿ ಬಾಕಿ ಇರುವ ಅರ್ಜಿಗಳನ್ನು ಶೀಘ್ರ ವಿಲೇವಾರಿ ಮಾಡಬೇಕು. ಪ್ರತಿ ವರ್ಷ ರೂ.15 ಕೋಟಿ ಅನುದಾನವನ್ನು ಆದಿವಾಸಿ ಪ್ರದೇಶಗಳ ಅಭಿವೃದ್ಧಿಗೆ ಬಳಸಬೇಕು. ಆದಿವಾಸಿ ಯುವಕರಿಗೆ ಕೌಶಲ್ಯ ತರಬೇತಿ ನೀಡಿ ಸ್ವಯಂ ಉದ್ಯೋಗಕ್ಕೆ ಅವಕಾಶ ಕಲ್ಪಿಸಬೇಕು. ಸಮಿತಿ ಪದಾಧಿಕಾರಿಗಳಾದ ಸಂಘಟಕ ಹಾಗೂ ಸದಸ್ಯರು ಸುದ್ದಿಗೋಷ್ಠಿಯಲ್ಲಿ ಉಪಸ್ಥಿತರಿದ್ದರು.: [712, 377, 917, 471]
- banni-divider: [572, 1128, 573, 1404]
- guarantee-pull-quote: ಮೂಡಿಗೆರೆ ತಾಲೂಕಿನಲ್ಲಿ ಪಂಚ ಗ್ಯಾರಂಟಿ ಯೋಜನೆಗಳ ಫಲಾನುಭವಿಗಳನ್ನು ಕರೆದೊಯ್ಯಲು ಬಸ್ ವ್ಯವಸ್ಥೆ ಕಲ್ಪಿಸಲಾಗಿದೆ: [795, 1162, 917, 1191]
- nolamba-group-photo: [389, 922, 561, 1024]
- shuddha-headline: ಪ್ರಯೋಜನಕ್ಕೆ ಬಾರದ ಶುದ್ಧಗಂಗಾ ಘಟಕ: [572, 895, 816, 917]
- banni-puja-photo-1: [207, 1175, 375, 1257]
- min-temp: 18: [671, 21, 702, 46]
- highway-sub2: ಪ್ರತಿಕ್ರಿಯೆ:: [210, 566, 233, 574]
- abacus-children-photo: [660, 70, 917, 220]
- kirusuddi-logo-box: [30, 70, 78, 112]
- story3-dateline: ಚಿಕ್ಕಮಗಳೂರು:: [30, 912, 72, 921]
- shuddha-body: [572, 924, 747, 1118]
- tribal-body: [712, 376, 917, 794]
- guarantee-body2: ತಾಲೂಕಿನ ಎಲ್ಲಾ ಗ್ರಾಮ ಪಂಚಾಯಿತಿ ವ್ಯಾಪ್ತಿಯ ಫಲಾನುಭವಿಗಳು ಕಾರ್ಯಾಗಾರದಲ್ಲಿ ಪಾಲ್ಗೊಳ್ಳಲು ಅನುಕೂಲವಾಗುವಂತೆ ವಾಹನ ವ್ಯವಸ್ಥೆ ಮಾಡಲಾಗಿದೆ. ಸಮಿತಿಯ ಸದಸ್ಯರು ಹಾಗೂ ಅಧಿಕಾರಿಗಳು ಸುದ್ದಿಗೋಷ್ಠಿಯಲ್ಲಿ ಉಪಸ್ಥಿತರಿದ್ದರು.: [722, 1246, 917, 1273]
- water-unit-photo: [753, 925, 917, 997]
